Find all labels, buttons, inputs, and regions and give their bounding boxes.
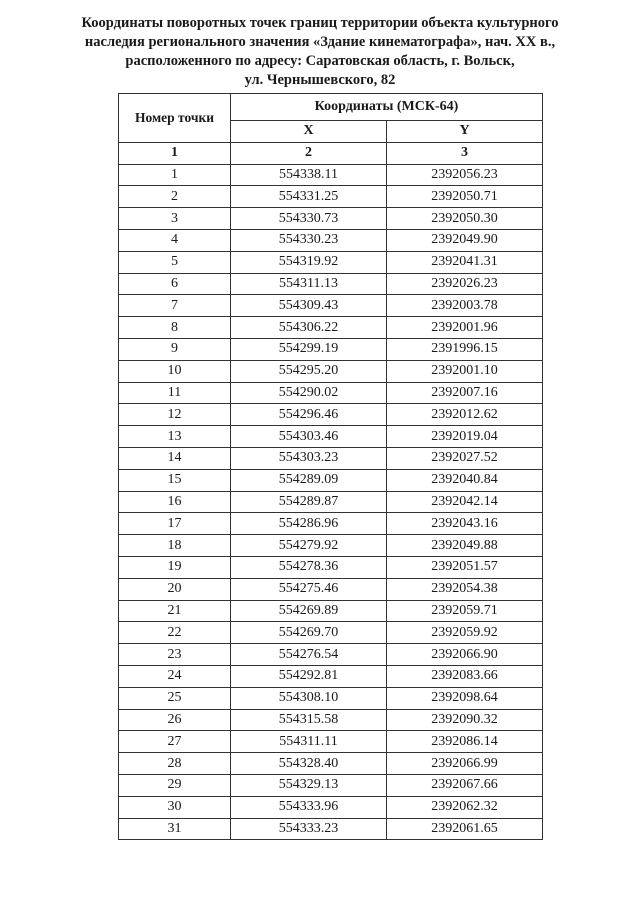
y-coordinate-cell: 2392086.14 bbox=[387, 731, 543, 753]
x-coordinate-cell: 554315.58 bbox=[231, 709, 387, 731]
x-coordinate-cell: 554269.70 bbox=[231, 622, 387, 644]
table-row bbox=[119, 426, 543, 448]
table-row bbox=[119, 622, 543, 644]
y-coordinate-cell: 2392043.16 bbox=[387, 513, 543, 535]
point-number-cell: 19 bbox=[119, 556, 231, 578]
table-row bbox=[119, 360, 543, 382]
y-coordinate-cell: 2392051.57 bbox=[387, 556, 543, 578]
table-row bbox=[119, 535, 543, 557]
y-coordinate-cell: 2392003.78 bbox=[387, 295, 543, 317]
table-row bbox=[119, 251, 543, 273]
table-row bbox=[119, 273, 543, 295]
title-line-4: ул. Чернышевского, 82 bbox=[244, 72, 396, 88]
title-line-2: наследия регионального значения «Здание кинематографа», нач. XX в., bbox=[84, 34, 556, 50]
x-coordinate-cell: 554279.92 bbox=[231, 535, 387, 557]
point-number-cell: 30 bbox=[119, 796, 231, 818]
header-y: Y bbox=[387, 121, 543, 143]
table-row bbox=[119, 709, 543, 731]
point-number-cell: 15 bbox=[119, 469, 231, 491]
document-title bbox=[40, 14, 600, 90]
table-row bbox=[119, 338, 543, 360]
x-coordinate-cell: 554333.23 bbox=[231, 818, 387, 840]
x-coordinate-cell: 554333.96 bbox=[231, 796, 387, 818]
column-number-2: 2 bbox=[231, 142, 387, 164]
point-number-cell: 11 bbox=[119, 382, 231, 404]
x-coordinate-cell: 554286.96 bbox=[231, 513, 387, 535]
table-row bbox=[119, 774, 543, 796]
y-coordinate-cell: 2392050.71 bbox=[387, 186, 543, 208]
y-coordinate-cell: 2392061.65 bbox=[387, 818, 543, 840]
point-number-cell: 22 bbox=[119, 622, 231, 644]
table-row bbox=[119, 404, 543, 426]
point-number-cell: 8 bbox=[119, 317, 231, 339]
column-number-3: 3 bbox=[387, 142, 543, 164]
table-row bbox=[119, 687, 543, 709]
table-body bbox=[119, 164, 543, 840]
y-coordinate-cell: 2392050.30 bbox=[387, 208, 543, 230]
y-coordinate-cell: 2392098.64 bbox=[387, 687, 543, 709]
table-row bbox=[119, 556, 543, 578]
header-point-number: Номер точки bbox=[119, 94, 231, 143]
table-row bbox=[119, 513, 543, 535]
y-coordinate-cell: 2392056.23 bbox=[387, 164, 543, 186]
y-coordinate-cell: 2392026.23 bbox=[387, 273, 543, 295]
x-coordinate-cell: 554306.22 bbox=[231, 317, 387, 339]
table-row bbox=[119, 731, 543, 753]
point-number-cell: 23 bbox=[119, 644, 231, 666]
header-coordinates: Координаты (МСК-64) bbox=[231, 94, 543, 121]
table-row bbox=[119, 818, 543, 840]
point-number-cell: 28 bbox=[119, 753, 231, 775]
y-coordinate-cell: 2392041.31 bbox=[387, 251, 543, 273]
y-coordinate-cell: 2391996.15 bbox=[387, 338, 543, 360]
point-number-cell: 10 bbox=[119, 360, 231, 382]
y-coordinate-cell: 2392059.71 bbox=[387, 600, 543, 622]
x-coordinate-cell: 554292.81 bbox=[231, 665, 387, 687]
table-row bbox=[119, 644, 543, 666]
y-coordinate-cell: 2392090.32 bbox=[387, 709, 543, 731]
y-coordinate-cell: 2392001.96 bbox=[387, 317, 543, 339]
title-line-1: Координаты поворотных точек границ территории объекта культурного bbox=[81, 15, 559, 31]
point-number-cell: 4 bbox=[119, 229, 231, 251]
point-number-cell: 18 bbox=[119, 535, 231, 557]
y-coordinate-cell: 2392049.88 bbox=[387, 535, 543, 557]
y-coordinate-cell: 2392067.66 bbox=[387, 774, 543, 796]
title-line-3: расположенного по адресу: Саратовская область, г. Вольск, bbox=[125, 53, 515, 69]
x-coordinate-cell: 554296.46 bbox=[231, 404, 387, 426]
x-coordinate-cell: 554299.19 bbox=[231, 338, 387, 360]
y-coordinate-cell: 2392012.62 bbox=[387, 404, 543, 426]
table-row bbox=[119, 753, 543, 775]
x-coordinate-cell: 554275.46 bbox=[231, 578, 387, 600]
x-coordinate-cell: 554311.13 bbox=[231, 273, 387, 295]
point-number-cell: 27 bbox=[119, 731, 231, 753]
y-coordinate-cell: 2392054.38 bbox=[387, 578, 543, 600]
x-coordinate-cell: 554331.25 bbox=[231, 186, 387, 208]
x-coordinate-cell: 554295.20 bbox=[231, 360, 387, 382]
table-row bbox=[119, 317, 543, 339]
point-number-cell: 14 bbox=[119, 447, 231, 469]
y-coordinate-cell: 2392027.52 bbox=[387, 447, 543, 469]
point-number-cell: 16 bbox=[119, 491, 231, 513]
point-number-cell: 7 bbox=[119, 295, 231, 317]
point-number-cell: 29 bbox=[119, 774, 231, 796]
x-coordinate-cell: 554309.43 bbox=[231, 295, 387, 317]
y-coordinate-cell: 2392001.10 bbox=[387, 360, 543, 382]
point-number-cell: 21 bbox=[119, 600, 231, 622]
point-number-cell: 31 bbox=[119, 818, 231, 840]
x-coordinate-cell: 554319.92 bbox=[231, 251, 387, 273]
x-coordinate-cell: 554289.87 bbox=[231, 491, 387, 513]
table-row bbox=[119, 382, 543, 404]
table-row bbox=[119, 229, 543, 251]
y-coordinate-cell: 2392049.90 bbox=[387, 229, 543, 251]
table-row bbox=[119, 665, 543, 687]
x-coordinate-cell: 554308.10 bbox=[231, 687, 387, 709]
table-row bbox=[119, 578, 543, 600]
y-coordinate-cell: 2392059.92 bbox=[387, 622, 543, 644]
point-number-cell: 26 bbox=[119, 709, 231, 731]
y-coordinate-cell: 2392007.16 bbox=[387, 382, 543, 404]
x-coordinate-cell: 554328.40 bbox=[231, 753, 387, 775]
coordinates-table bbox=[118, 93, 543, 840]
x-coordinate-cell: 554311.11 bbox=[231, 731, 387, 753]
column-number-1: 1 bbox=[119, 142, 231, 164]
table-row bbox=[119, 208, 543, 230]
point-number-cell: 3 bbox=[119, 208, 231, 230]
point-number-cell: 24 bbox=[119, 665, 231, 687]
y-coordinate-cell: 2392066.99 bbox=[387, 753, 543, 775]
x-coordinate-cell: 554276.54 bbox=[231, 644, 387, 666]
x-coordinate-cell: 554329.13 bbox=[231, 774, 387, 796]
point-number-cell: 25 bbox=[119, 687, 231, 709]
x-coordinate-cell: 554330.23 bbox=[231, 229, 387, 251]
x-coordinate-cell: 554269.89 bbox=[231, 600, 387, 622]
x-coordinate-cell: 554290.02 bbox=[231, 382, 387, 404]
x-coordinate-cell: 554289.09 bbox=[231, 469, 387, 491]
point-number-cell: 1 bbox=[119, 164, 231, 186]
y-coordinate-cell: 2392019.04 bbox=[387, 426, 543, 448]
point-number-cell: 5 bbox=[119, 251, 231, 273]
y-coordinate-cell: 2392083.66 bbox=[387, 665, 543, 687]
point-number-cell: 6 bbox=[119, 273, 231, 295]
point-number-cell: 13 bbox=[119, 426, 231, 448]
header-x: X bbox=[231, 121, 387, 143]
table-row bbox=[119, 491, 543, 513]
point-number-cell: 9 bbox=[119, 338, 231, 360]
x-coordinate-cell: 554330.73 bbox=[231, 208, 387, 230]
x-coordinate-cell: 554278.36 bbox=[231, 556, 387, 578]
table-row bbox=[119, 186, 543, 208]
point-number-cell: 20 bbox=[119, 578, 231, 600]
x-coordinate-cell: 554338.11 bbox=[231, 164, 387, 186]
table-row bbox=[119, 796, 543, 818]
x-coordinate-cell: 554303.23 bbox=[231, 447, 387, 469]
point-number-cell: 12 bbox=[119, 404, 231, 426]
table-row bbox=[119, 447, 543, 469]
table-row bbox=[119, 600, 543, 622]
x-coordinate-cell: 554303.46 bbox=[231, 426, 387, 448]
table-row bbox=[119, 164, 543, 186]
table-row bbox=[119, 295, 543, 317]
y-coordinate-cell: 2392042.14 bbox=[387, 491, 543, 513]
y-coordinate-cell: 2392062.32 bbox=[387, 796, 543, 818]
y-coordinate-cell: 2392040.84 bbox=[387, 469, 543, 491]
table-row bbox=[119, 469, 543, 491]
point-number-cell: 2 bbox=[119, 186, 231, 208]
y-coordinate-cell: 2392066.90 bbox=[387, 644, 543, 666]
point-number-cell: 17 bbox=[119, 513, 231, 535]
